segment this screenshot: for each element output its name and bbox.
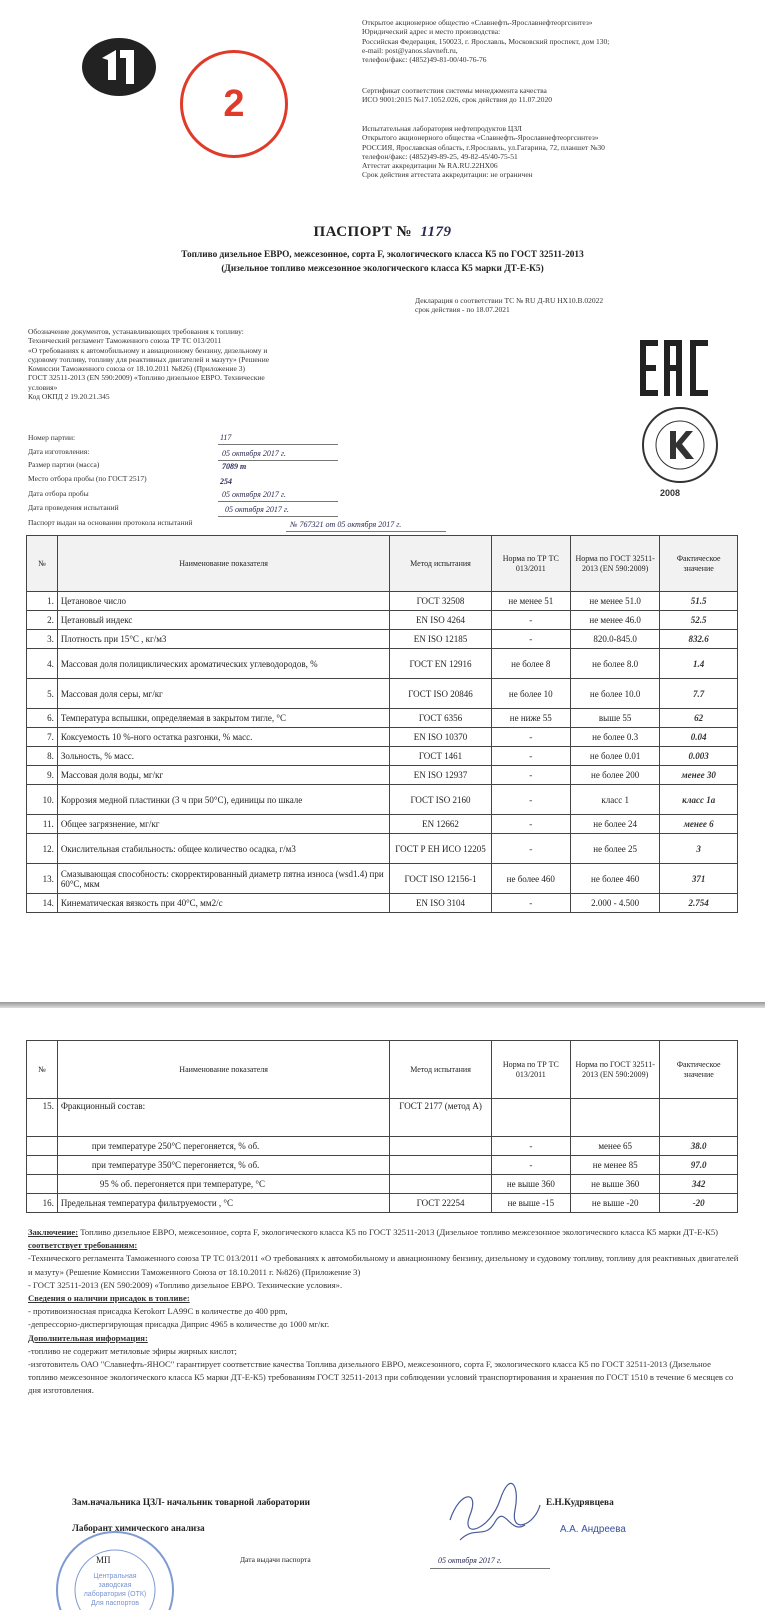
row-tr: - xyxy=(491,1137,570,1156)
row-fact: 97.0 xyxy=(660,1156,738,1175)
svg-text:Центральная: Центральная xyxy=(93,1573,137,1580)
row-name: Фракционный состав: xyxy=(57,1099,390,1137)
table-row xyxy=(27,709,738,728)
field-batch-size-label: Размер партии (масса) xyxy=(28,460,100,469)
doc-line: судовому топливу, топливу для реактивных двигателей и мазуту» (Решение xyxy=(28,354,270,364)
row-fact: 371 xyxy=(660,864,738,894)
field-sample-date-label: Дата отбора пробы xyxy=(28,489,89,498)
row-method: EN ISO 12937 xyxy=(390,766,491,785)
table-row xyxy=(27,815,738,834)
signer-role-2: Лаборант химического анализа xyxy=(72,1524,205,1534)
svg-text:заводская: заводская xyxy=(98,1582,132,1589)
company-line: Юридический адрес и место производства: xyxy=(362,27,501,37)
row-tr: - xyxy=(491,785,570,815)
page-break xyxy=(0,1002,765,1008)
row-tr: не более 460 xyxy=(491,864,570,894)
row-fact: 38.0 xyxy=(660,1137,738,1156)
row-fact: менее 6 xyxy=(660,815,738,834)
row-gost: класс 1 xyxy=(571,785,660,815)
conclusion xyxy=(28,1226,740,1398)
extra-info-1: -топливо не содержит метиловые эфиры жирных кислот; xyxy=(28,1345,237,1356)
col-name: Наименование показателя xyxy=(57,536,390,592)
lab-line: Аттестат аккредитации № RA.RU.22НХ06 xyxy=(362,161,498,171)
row-tr: - xyxy=(491,766,570,785)
signature-scribble xyxy=(440,1480,550,1550)
row-method: ГОСТ 2177 (метод А) xyxy=(390,1099,491,1137)
table-row xyxy=(27,766,738,785)
row-method: ГОСТ EN 12916 xyxy=(390,649,491,679)
protocol-value: № 767321 от 05 октября 2017 г. xyxy=(290,520,402,529)
row-name: при температуре 250°С перегоняется, % об. xyxy=(57,1137,390,1156)
col-no: № xyxy=(27,536,58,592)
row-fact: 0.04 xyxy=(660,728,738,747)
table-row xyxy=(27,1137,738,1156)
row-no: 3. xyxy=(27,630,58,649)
row-name: Массовая доля воды, мг/кг xyxy=(57,766,390,785)
row-gost: не более 200 xyxy=(571,766,660,785)
col-method: Метод испытания xyxy=(390,536,491,592)
table-row xyxy=(27,611,738,630)
row-method: ГОСТ 32508 xyxy=(390,592,491,611)
field-underline xyxy=(218,444,338,445)
row-name: Кинематическая вязкость при 40°С, мм2/с xyxy=(57,894,390,913)
table-row xyxy=(27,630,738,649)
row-gost: не выше -20 xyxy=(571,1194,660,1213)
row-no: 9. xyxy=(27,766,58,785)
row-fact: -20 xyxy=(660,1194,738,1213)
extra-info-2: -изготовитель ОАО "Славнефть-ЯНОС" гарантирует соответствие качества Топлива дизельного ЕВРО, межсезонного, сорта F, экологического класса К5 по ГОСТ 32511-2013 (Дизельное топливо межсезонное экологического класса К5 марки ДТ-Е-К5) требованиям ГОСТ 32511-2013 при соблюдении условий транспортирования и хранения по ГОСТ 1510 в течение 6 месяцев со дня изготовления. xyxy=(28,1359,734,1396)
row-tr: - xyxy=(491,1156,570,1175)
lab-line: Открытого акционерного общества «Славнефть-Ярославнефтеоргсинтез» xyxy=(362,133,599,143)
table-header-row xyxy=(27,536,738,592)
col-fact: Фактическое значение xyxy=(660,1041,738,1099)
doc-line: Код ОКПД 2 19.20.21.345 xyxy=(28,392,110,402)
row-gost: выше 55 xyxy=(571,709,660,728)
signer-role-1: Зам.начальника ЦЗЛ- начальник товарной лаборатории xyxy=(72,1498,311,1508)
row-method: ГОСТ 6356 xyxy=(390,709,491,728)
row-gost: не менее 85 xyxy=(571,1156,660,1175)
doc-line: Обозначение документов, устанавливающих требования к топливу: xyxy=(28,327,244,336)
register-seal xyxy=(640,405,720,485)
protocol-label: Паспорт выдан на основании протокола испытаний xyxy=(28,518,193,527)
row-name: при температуре 350°С перегоняется, % об. xyxy=(57,1156,390,1175)
conclusion-complies: соответствует требованиям: xyxy=(28,1240,138,1251)
spec-table-2 xyxy=(26,1040,738,1213)
table-header-row xyxy=(27,1041,738,1099)
row-fact: 7.7 xyxy=(660,679,738,709)
row-no: 1. xyxy=(27,592,58,611)
table-row xyxy=(27,1175,738,1194)
row-method: ГОСТ ISO 12156-1 xyxy=(390,864,491,894)
row-fact: класс 1а xyxy=(660,785,738,815)
doc-line: ГОСТ 32511-2013 (EN 590:2009) «Топливо дизельное ЕВРО. Технические xyxy=(28,373,265,383)
table-row xyxy=(27,785,738,815)
declaration-line: срок действия - по 18.07.2021 xyxy=(415,305,510,315)
additives-label: Сведения о наличии присадок в топливе: xyxy=(28,1293,190,1304)
row-no xyxy=(27,1156,58,1175)
table-row xyxy=(27,649,738,679)
row-gost xyxy=(571,1099,660,1137)
table-row xyxy=(27,1099,738,1137)
field-sample-date-value: 05 октября 2017 г. xyxy=(222,490,286,499)
conclusion-p1: -Технического регламента Таможенного союза ТР ТС 013/2011 «О требованиях к автомобильному и авиационному бензину, дизельному и судовому топливу, топливу для реактивных двигателей и мазуту» (Решение Комиссии Таможенного Союза от 18.10.2011 г. №826) (Приложение 3) xyxy=(28,1253,739,1277)
signer-name-2: А.А. Андреева xyxy=(560,1524,626,1535)
product-title: Топливо дизельное ЕВРО, межсезонное, сорта F, экологического класса К5 по ГОСТ 32511-2013 xyxy=(181,250,584,260)
field-batch-value: 117 xyxy=(220,433,232,442)
table-row xyxy=(27,728,738,747)
field-mfg-date-value: 05 октября 2017 г. xyxy=(222,449,286,458)
declaration-line: Декларация о соответствии ТС № RU Д-RU НХ10.В.02022 xyxy=(415,296,604,305)
row-fact: 832.6 xyxy=(660,630,738,649)
row-name: Зольность, % масс. xyxy=(57,747,390,766)
row-fact: 0.003 xyxy=(660,747,738,766)
product-subtitle: (Дизельное топливо межсезонное экологического класса К5 марки ДТ-Е-К5) xyxy=(221,264,544,274)
additive-1: - противоизносная присадка Kerokorr LA99C в количестве до 400 ppm, xyxy=(28,1306,288,1317)
conclusion-text: Топливо дизельное ЕВРО, межсезонное, сорта F, экологического класса К5 по ГОСТ 32511-2013 (Дизельное топливо межсезонное экологического класса К5 марки ДТ-Е-К5) xyxy=(78,1227,719,1237)
row-method: ГОСТ 22254 xyxy=(390,1194,491,1213)
row-no: 15. xyxy=(27,1099,58,1137)
row-fact: 1.4 xyxy=(660,649,738,679)
company-line: телефон/факс: (4852)49-81-00/40-76-76 xyxy=(362,55,487,65)
seal-year: 2008 xyxy=(660,488,681,498)
title-label: ПАСПОРТ № xyxy=(313,224,413,240)
row-method: ГОСТ ISO 20846 xyxy=(390,679,491,709)
table-row xyxy=(27,679,738,709)
field-underline xyxy=(218,516,338,517)
row-no: 16. xyxy=(27,1194,58,1213)
field-underline xyxy=(218,501,338,502)
col-method: Метод испытания xyxy=(390,1041,491,1099)
quality-certificate xyxy=(362,86,722,105)
svg-text:лаборатория (ОТК): лаборатория (ОТК) xyxy=(83,1591,147,1598)
row-no: 13. xyxy=(27,864,58,894)
eac-mark xyxy=(640,340,710,396)
row-no: 11. xyxy=(27,815,58,834)
row-tr: - xyxy=(491,728,570,747)
row-gost: 820.0-845.0 xyxy=(571,630,660,649)
col-norm-tr: Норма по ТР ТС 013/2011 xyxy=(491,536,570,592)
row-name: Плотность при 15°С , кг/м3 xyxy=(57,630,390,649)
company-line: Российская Федерация, 150023, г. Ярославль, Московский проспект, дом 130; xyxy=(362,36,610,46)
additive-2: -депрессорно-диспергирующая присадка Диприс 4965 в количестве до 1000 мг/кг. xyxy=(28,1319,330,1330)
cert-line: Сертификат соответствия системы менеджмента качества xyxy=(362,86,547,95)
col-fact: Фактическое значение xyxy=(660,536,738,592)
regulatory-documents xyxy=(28,327,358,401)
row-no: 14. xyxy=(27,894,58,913)
col-norm-gost: Норма по ГОСТ 32511-2013 (EN 590:2009) xyxy=(571,536,660,592)
row-name: Окислительная стабильность: общее количество осадка, г/м3 xyxy=(57,834,390,864)
row-gost: не более 24 xyxy=(571,815,660,834)
row-gost: не более 0.3 xyxy=(571,728,660,747)
row-method: EN ISO 12185 xyxy=(390,630,491,649)
row-name: Цетановое число xyxy=(57,592,390,611)
lab-line: РОССИЯ, Ярославская область, г.Ярославль, ул.Гагарина, 72, планшет №30 xyxy=(362,142,605,152)
row-gost: не более 8.0 xyxy=(571,649,660,679)
declaration xyxy=(415,296,695,315)
row-method: EN 12662 xyxy=(390,815,491,834)
row-tr: не выше 360 xyxy=(491,1175,570,1194)
row-name: Массовая доля серы, мг/кг xyxy=(57,679,390,709)
lab-info xyxy=(362,124,722,180)
doc-line: Комиссии Таможенного союза от 18.10.2011 №826) (Приложение 3) xyxy=(28,364,245,374)
row-gost: не более 0.01 xyxy=(571,747,660,766)
row-gost: не более 25 xyxy=(571,834,660,864)
cert-line: ИСО 9001:2015 №17.1052.026, срок действия до 11.07.2020 xyxy=(362,95,552,105)
company-line: e-mail: post@yanos.slavneft.ru, xyxy=(362,45,458,55)
row-method xyxy=(390,1175,491,1194)
row-no: 7. xyxy=(27,728,58,747)
row-tr: не ниже 55 xyxy=(491,709,570,728)
extra-info-label: Дополнительная информация: xyxy=(28,1332,148,1343)
row-no: 12. xyxy=(27,834,58,864)
field-sample-place-label: Место отбора пробы (по ГОСТ 2517) xyxy=(28,474,147,483)
table-row xyxy=(27,864,738,894)
doc-line: «О требованиях к автомобильному и авиационному бензину, дизельному и xyxy=(28,345,268,355)
row-tr: не более 8 xyxy=(491,649,570,679)
row-method: EN ISO 3104 xyxy=(390,894,491,913)
row-method: EN ISO 10370 xyxy=(390,728,491,747)
col-name: Наименование показателя xyxy=(57,1041,390,1099)
row-method: ГОСТ ISO 2160 xyxy=(390,785,491,815)
table-row xyxy=(27,1156,738,1175)
row-fact: 51.5 xyxy=(660,592,738,611)
table-row xyxy=(27,894,738,913)
row-gost: не менее 51.0 xyxy=(571,592,660,611)
spec-table-1 xyxy=(26,535,738,913)
row-no xyxy=(27,1175,58,1194)
stamp-place: МП xyxy=(96,1555,111,1565)
row-tr: - xyxy=(491,611,570,630)
row-method xyxy=(390,1156,491,1175)
row-name: 95 % об. перегоняется при температуре, °С xyxy=(57,1175,390,1194)
doc-line: Технический регламент Таможенного союза ТР ТС 013/2011 xyxy=(28,336,222,346)
row-no: 5. xyxy=(27,679,58,709)
lab-line: Срок действия аттестата аккредитации: не ограничен xyxy=(362,170,533,180)
doc-line: условия» xyxy=(28,382,58,392)
row-fact: 52.5 xyxy=(660,611,738,630)
row-tr xyxy=(491,1099,570,1137)
row-fact: 342 xyxy=(660,1175,738,1194)
row-method: ГОСТ Р ЕН ИСО 12205 xyxy=(390,834,491,864)
row-no: 10. xyxy=(27,785,58,815)
row-gost: 2.000 - 4.500 xyxy=(571,894,660,913)
row-tr: - xyxy=(491,815,570,834)
lab-line: Испытательная лаборатория нефтепродуктов ЦЗЛ xyxy=(362,124,522,133)
issue-date-value: 05 октября 2017 г. xyxy=(438,1556,502,1565)
number-circle xyxy=(180,50,288,158)
row-no: 8. xyxy=(27,747,58,766)
row-gost: не более 460 xyxy=(571,864,660,894)
row-no xyxy=(27,1137,58,1156)
row-fact: менее 30 xyxy=(660,766,738,785)
col-no: № xyxy=(27,1041,58,1099)
field-sample-place-value: 254 xyxy=(220,477,232,486)
row-name: Смазывающая способность: скорректированный диаметр пятна износа (wsd1.4) при 60°С, мкм xyxy=(57,864,390,894)
issue-date-label: Дата выдачи паспорта xyxy=(240,1555,311,1564)
svg-text:Для паспортов: Для паспортов xyxy=(91,1600,139,1607)
row-tr: не более 10 xyxy=(491,679,570,709)
row-name: Общее загрязнение, мг/кг xyxy=(57,815,390,834)
row-tr: - xyxy=(491,834,570,864)
field-underline xyxy=(286,531,446,532)
field-test-date-label: Дата проведения испытаний xyxy=(28,503,119,512)
row-tr: не выше -15 xyxy=(491,1194,570,1213)
field-batch-size-value: 7089 т xyxy=(222,462,247,471)
field-test-date-value: 05 октября 2017 г. xyxy=(225,505,289,514)
row-method xyxy=(390,1137,491,1156)
field-mfg-date-label: Дата изготовления: xyxy=(28,447,90,456)
field-batch-label: Номер партии: xyxy=(28,433,76,442)
company-logo xyxy=(80,36,158,98)
row-gost: менее 65 xyxy=(571,1137,660,1156)
row-name: Массовая доля полициклических ароматических углеводородов, % xyxy=(57,649,390,679)
signer-name-1: Е.Н.Кудрявцева xyxy=(546,1498,614,1508)
row-name: Коксуемость 10 %-ного остатка разгонки, % масс. xyxy=(57,728,390,747)
passport-number: 1179 xyxy=(420,224,452,240)
conclusion-p2: - ГОСТ 32511-2013 (EN 590:2009) «Топливо дизельное ЕВРО. Технические условия». xyxy=(28,1279,343,1290)
row-gost: не более 10.0 xyxy=(571,679,660,709)
circle-number: 2 xyxy=(223,82,245,125)
row-name: Цетановый индекс xyxy=(57,611,390,630)
row-fact: 62 xyxy=(660,709,738,728)
table-row xyxy=(27,747,738,766)
row-method: ГОСТ 1461 xyxy=(390,747,491,766)
row-fact: 2.754 xyxy=(660,894,738,913)
lab-line: телефон/факс: (4852)49-89-25, 49-82-45/40-75-51 xyxy=(362,151,518,161)
col-norm-tr: Норма по ТР ТС 013/2011 xyxy=(491,1041,570,1099)
field-underline xyxy=(430,1568,550,1569)
row-method: EN ISO 4264 xyxy=(390,611,491,630)
table-row xyxy=(27,834,738,864)
row-no: 2. xyxy=(27,611,58,630)
company-info xyxy=(362,18,722,64)
conclusion-label: Заключение: xyxy=(28,1227,79,1237)
row-fact xyxy=(660,1099,738,1137)
row-tr: не менее 51 xyxy=(491,592,570,611)
row-fact: 3 xyxy=(660,834,738,864)
field-underline xyxy=(218,460,338,461)
table-row xyxy=(27,1194,738,1213)
col-norm-gost: Норма по ГОСТ 32511-2013 (EN 590:2009) xyxy=(571,1041,660,1099)
row-gost: не выше 360 xyxy=(571,1175,660,1194)
row-tr: - xyxy=(491,894,570,913)
company-line: Открытое акционерное общество «Славнефть-Ярославнефтеоргсинтез» xyxy=(362,18,593,27)
row-no: 4. xyxy=(27,649,58,679)
row-gost: не менее 46.0 xyxy=(571,611,660,630)
row-tr: - xyxy=(491,747,570,766)
table-row xyxy=(27,592,738,611)
row-name: Коррозия медной пластинки (3 ч при 50°С), единицы по шкале xyxy=(57,785,390,815)
row-no: 6. xyxy=(27,709,58,728)
page-title xyxy=(0,224,765,241)
row-tr: - xyxy=(491,630,570,649)
row-name: Предельная температура фильтруемости , °С xyxy=(57,1194,390,1213)
row-name: Температура вспышки, определяемая в закрытом тигле, °С xyxy=(57,709,390,728)
conclusion-paragraph xyxy=(28,1226,740,1252)
